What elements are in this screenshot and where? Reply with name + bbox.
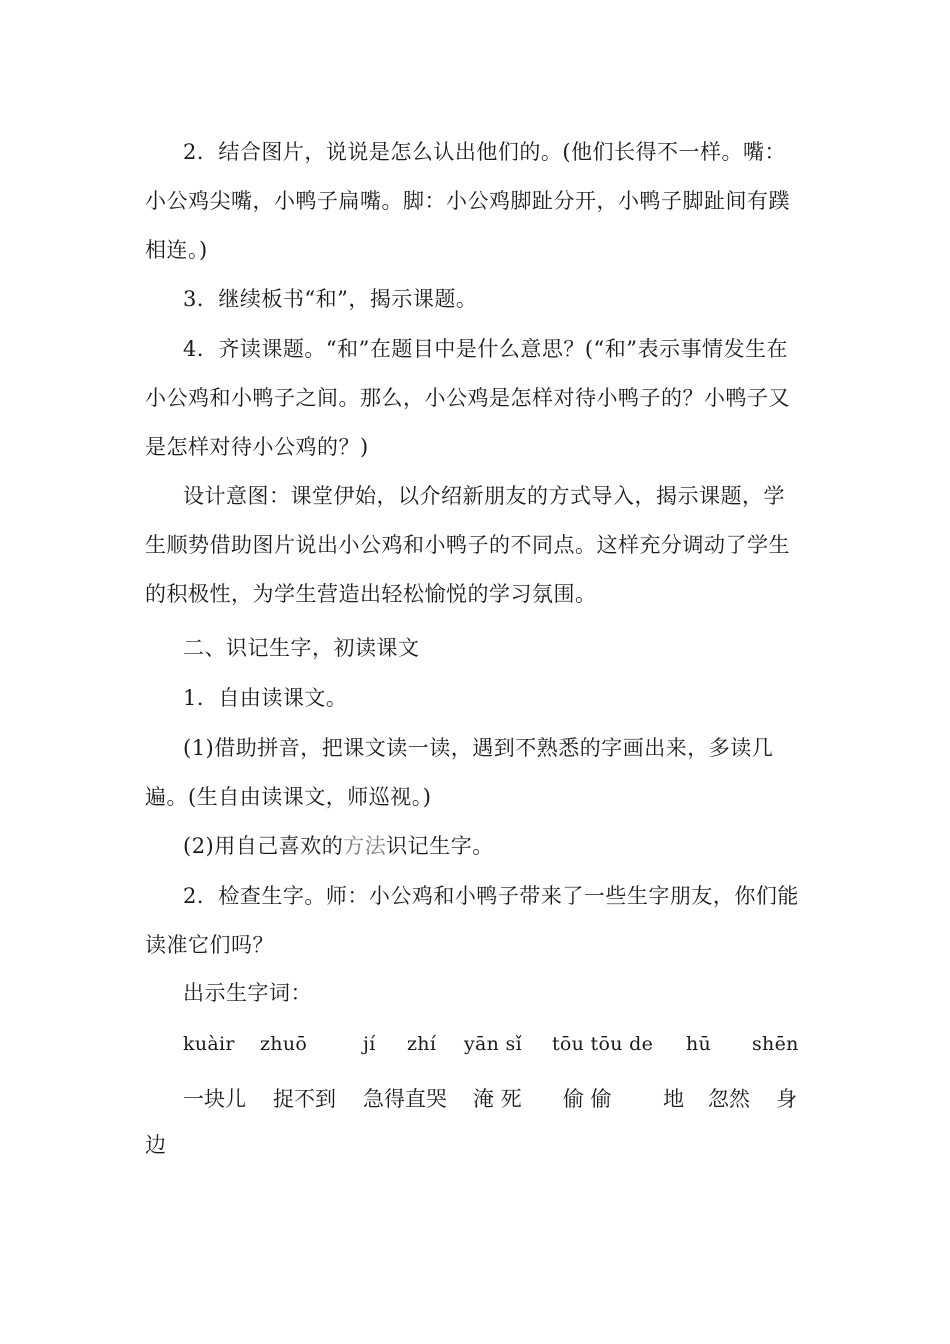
character-row xyxy=(183,1083,803,1113)
pinyin-item: zhí xyxy=(407,1033,437,1055)
paragraph-free-reading: 1．自由读课文。 xyxy=(183,686,348,710)
paragraph-pinyin-reading: (1)借助拼音，把课文读一读，遇到不熟悉的字画出来，多读几遍。(生自由读课文，师巡视。) xyxy=(145,736,774,809)
own-method-pre: (2)用自己喜欢的 xyxy=(183,834,344,858)
paragraph-step-3: 3．继续板书“和”，揭示课题。 xyxy=(183,287,478,311)
pinyin-item: kuàir xyxy=(183,1033,235,1055)
paragraph-show-words: 出示生字词： xyxy=(183,981,312,1005)
character-continuation: 边 xyxy=(145,1133,166,1157)
paragraph-design-intent: 设计意图：课堂伊始，以介绍新朋友的方式导入，揭示课题，学生顺势借助图片说出小公鸡和小鸭子的不同点。这样充分调动了学生的积极性，为学生营造出轻松愉悦的学习氛围。 xyxy=(145,484,790,606)
character-item: 一块儿 xyxy=(183,1087,246,1111)
paragraph-step-2: 2．结合图片，说说是怎么认出他们的。(他们长得不一样。嘴：小公鸡尖嘴，小鸭子扁嘴。脚：小公鸡脚趾分开，小鸭子脚趾间有蹼相连。) xyxy=(145,140,790,262)
own-method-post: 识记生字。 xyxy=(386,834,494,858)
character-item: 急得直哭 xyxy=(363,1087,447,1111)
character-item: 忽然 xyxy=(708,1087,750,1111)
character-item: 偷 偷 xyxy=(563,1087,612,1111)
character-item: 身 xyxy=(776,1087,797,1111)
pinyin-item: jí xyxy=(363,1033,376,1055)
pinyin-item: yān sǐ xyxy=(464,1033,522,1055)
paragraph-check-chars: 2．检查生字。师：小公鸡和小鸭子带来了一些生字朋友，你们能读准它们吗？ xyxy=(145,884,799,957)
pinyin-item: hū xyxy=(686,1033,712,1055)
character-item: 捉不到 xyxy=(273,1087,336,1111)
character-item: 地 xyxy=(663,1087,684,1111)
pinyin-item: shēn xyxy=(752,1033,799,1055)
character-item: 淹 死 xyxy=(473,1087,522,1111)
paragraph-own-method xyxy=(145,822,805,871)
paragraph-step-4: 4．齐读课题。“和”在题目中是什么意思？(“和”表示事情发生在小公鸡和小鸭子之间。那么，小公鸡是怎样对待小鸭子的？小鸭子又是怎样对待小公鸡的？) xyxy=(145,337,790,459)
pinyin-item: zhuō xyxy=(260,1033,308,1055)
pinyin-row xyxy=(183,1033,803,1063)
pinyin-item: tōu tōu de xyxy=(552,1033,654,1055)
section-heading: 二、识记生字，初读课文 xyxy=(183,636,420,660)
own-method-highlight: 方法 xyxy=(343,834,387,858)
